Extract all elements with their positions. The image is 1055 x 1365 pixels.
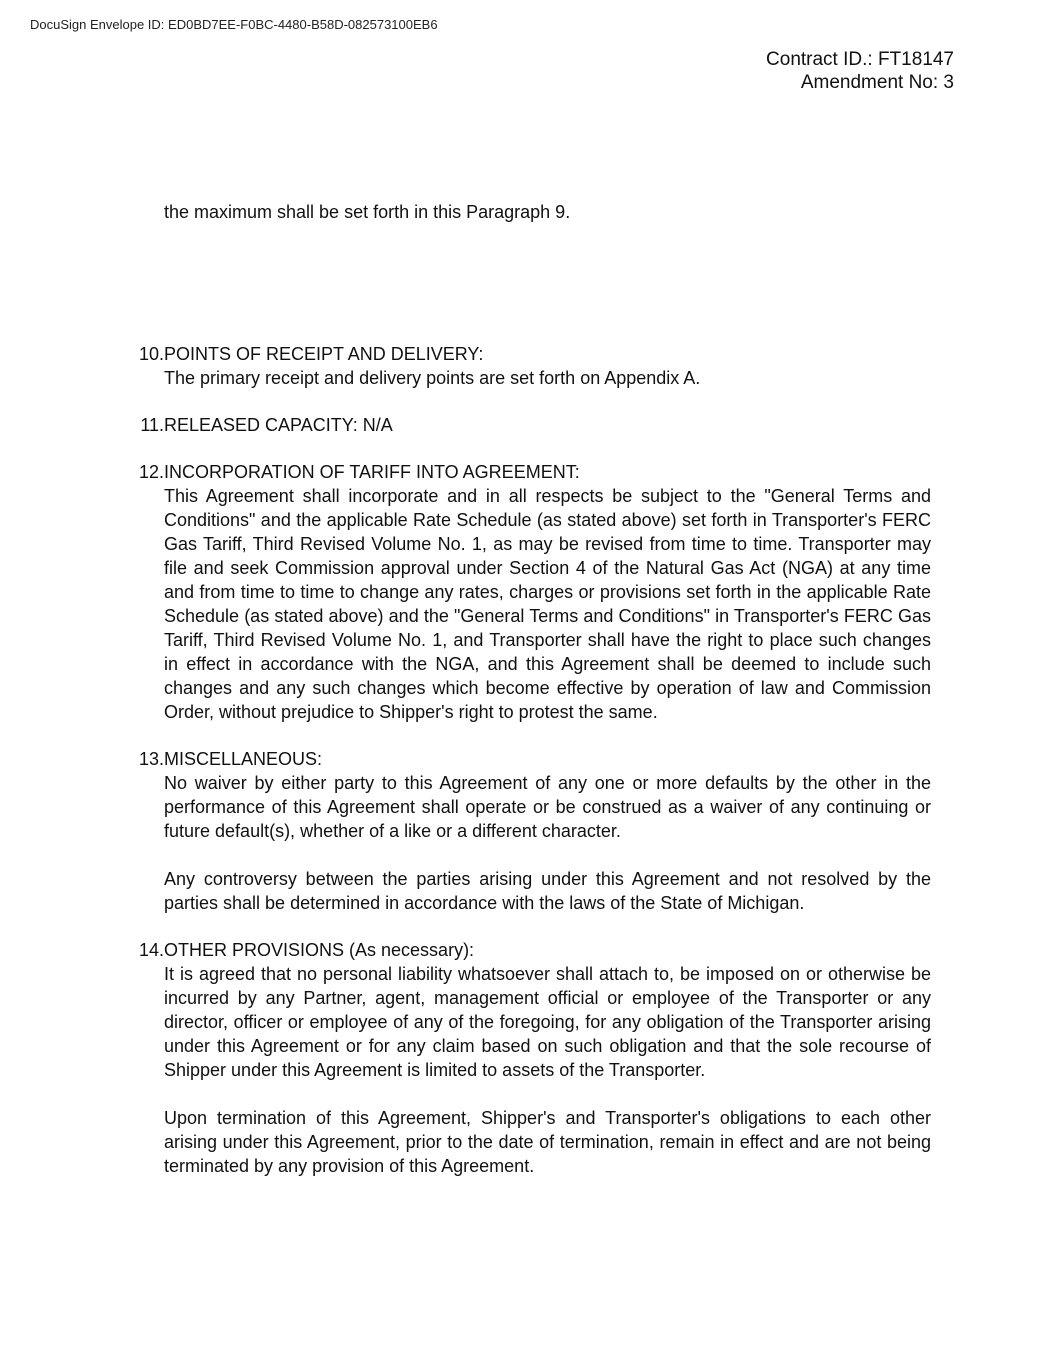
section-heading: RELEASED CAPACITY: N/A — [164, 415, 393, 435]
contract-header — [766, 48, 954, 94]
section-paragraph: Any controversy between the parties arising under this Agreement and not resolved by the parties shall be determined in accordance with the laws of the State of Michigan. — [164, 869, 931, 913]
envelope-id: DocuSign Envelope ID: ED0BD7EE-F0BC-4480-B58D-082573100EB6 — [30, 17, 438, 32]
section-paragraph: The primary receipt and delivery points are set forth on Appendix A. — [164, 368, 701, 388]
section-paragraph: Upon termination of this Agreement, Shipper's and Transporter's obligations to each other arising under this Agreement, prior to the date of termination, remain in effect and are not being terminated by any provision of this Agreement. — [164, 1108, 931, 1176]
section-body — [164, 460, 931, 724]
section-body — [164, 747, 931, 915]
section-11 — [120, 413, 931, 437]
section-body — [164, 413, 931, 437]
section-10 — [120, 342, 931, 390]
section-paragraph: It is agreed that no personal liability whatsoever shall attach to, be imposed on or otherwise be incurred by any Partner, agent, management official or employee of the Transporter or any director, officer or employee of any of the foregoing, for any obligation of the Transporter arising under this Agreement or for any claim based on such obligation and that the sole recourse of Shipper under this Agreement is limited to assets of the Transporter. — [164, 964, 931, 1080]
section-13 — [120, 747, 931, 915]
sections-list — [120, 342, 931, 1201]
section-paragraph: This Agreement shall incorporate and in all respects be subject to the "General Terms and Conditions" and the applicable Rate Schedule (as stated above) set forth in Transporter's FERC Gas Tariff, Third Revised Volume No. 1, as may be revised from time to time. Transporter may file and seek Commission approval under Section 4 of the Natural Gas Act (NGA) at any time and from time to time to change any rates, charges or provisions set forth in the applicable Rate Schedule (as stated above) and the "General Terms and Conditions" in Transporter's FERC Gas Tariff, Third Revised Volume No. 1, and Transporter shall have the right to place such changes in effect in accordance with the NGA, and this Agreement shall be deemed to include such changes and any such changes which become effective by operation of law and Commission Order, without prejudice to Shipper's right to protest the same. — [164, 486, 931, 722]
section-body — [164, 938, 931, 1178]
section-14 — [120, 938, 931, 1178]
section-number: 11. — [140, 415, 164, 435]
section-heading: INCORPORATION OF TARIFF INTO AGREEMENT: — [164, 462, 580, 482]
intro-text: the maximum shall be set forth in this Paragraph 9. — [164, 202, 571, 222]
section-number: 12. — [138, 462, 164, 482]
section-number: 13. — [138, 749, 164, 769]
section-heading: POINTS OF RECEIPT AND DELIVERY: — [164, 344, 484, 364]
section-paragraph: No waiver by either party to this Agreement of any one or more defaults by the other in the performance of this Agreement shall operate or be construed as a waiver of any continuing or future default(s), whether of a like or a different character. — [164, 773, 931, 841]
section-number: 14. — [138, 940, 164, 960]
section-12 — [120, 460, 931, 724]
contract-id: Contract ID.: FT18147 — [766, 49, 954, 70]
section-heading: OTHER PROVISIONS (As necessary): — [164, 940, 475, 960]
amendment-number: Amendment No: 3 — [800, 72, 954, 93]
section-number: 10. — [138, 344, 164, 364]
section-heading: MISCELLANEOUS: — [164, 749, 323, 769]
section-body — [164, 342, 931, 390]
